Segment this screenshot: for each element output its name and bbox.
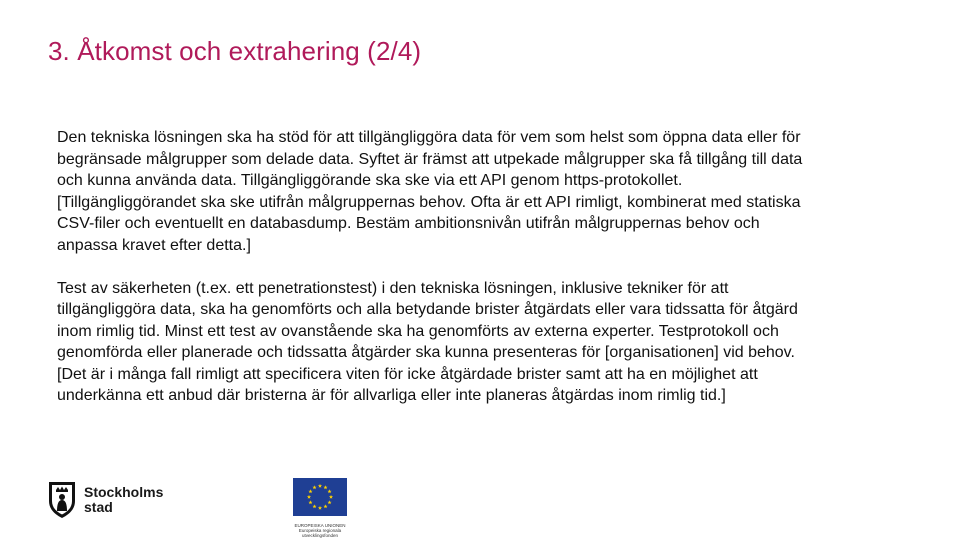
text-line: CSV-filer och eventuellt en databasdump. Bestäm ambitionsnivån utifrån målgruppernas behov och [57, 215, 760, 232]
text-line: [Det är i många fall rimligt att specificera viten för icke åtgärdade brister samt att ha en möjlighet att [57, 365, 758, 383]
eu-caption-line: utvecklingsfonden [301, 533, 339, 538]
stockholms-stad-logo [48, 480, 163, 520]
wordmark-line: stad [84, 499, 113, 515]
paragraph-access-api [57, 127, 917, 256]
text-line: Test av säkerheten (t.ex. ett penetrationstest) i den tekniska lösningen, inklusive tekniker för att [57, 279, 729, 297]
eu-logo [291, 478, 349, 538]
eu-caption-line: EUROPEISKA UNIONEN [294, 523, 346, 528]
stockholms-stad-wordmark [84, 485, 163, 515]
text-line: begränsade målgrupper som delade data. Syftet är främst att utpekade målgrupper ska få tillgång till data [57, 150, 803, 168]
text-line: och kunna använda data. Tillgängliggörande ska ske via ett API genom https-protokollet. [57, 172, 683, 189]
slide-body [57, 127, 917, 407]
slide-title: 3. Åtkomst och extrahering (2/4) [48, 36, 422, 66]
wordmark-line: Stockholms [84, 484, 164, 500]
text-line: genomförda eller planerade och tidssatta åtgärder ska kunna presenteras för [organisationen] vid behov. [57, 344, 795, 361]
text-line: inom rimlig tid. Minst ett test av ovanstående ska ha genomförts av externa experter. Testprotokoll och [57, 322, 779, 340]
eu-caption [291, 523, 349, 538]
text-line: Den tekniska lösningen ska ha stöd för att tillgängliggöra data för vem som helst som öppna data eller för [57, 129, 801, 146]
text-line: tillgängliggöra data, ska ha genomförts och alla betydande brister åtgärdats eller vara tidssatta för åtgärd [57, 301, 798, 318]
eu-flag-icon [291, 478, 349, 516]
stockholm-crest-icon [48, 481, 76, 519]
eu-caption-line: Europeiska regionala [298, 528, 342, 533]
text-line: anpassa kravet efter detta.] [57, 236, 251, 254]
text-line: underkänna ett anbud där bristerna är för allvarliga eller inte planeras åtgärdas inom rimlig tid.] [57, 387, 726, 404]
paragraph-security-test [57, 278, 917, 407]
text-line: [Tillgängliggörandet ska ske utifrån målgruppernas behov. Ofta är ett API rimligt, kombinerat med statiska [57, 193, 801, 211]
